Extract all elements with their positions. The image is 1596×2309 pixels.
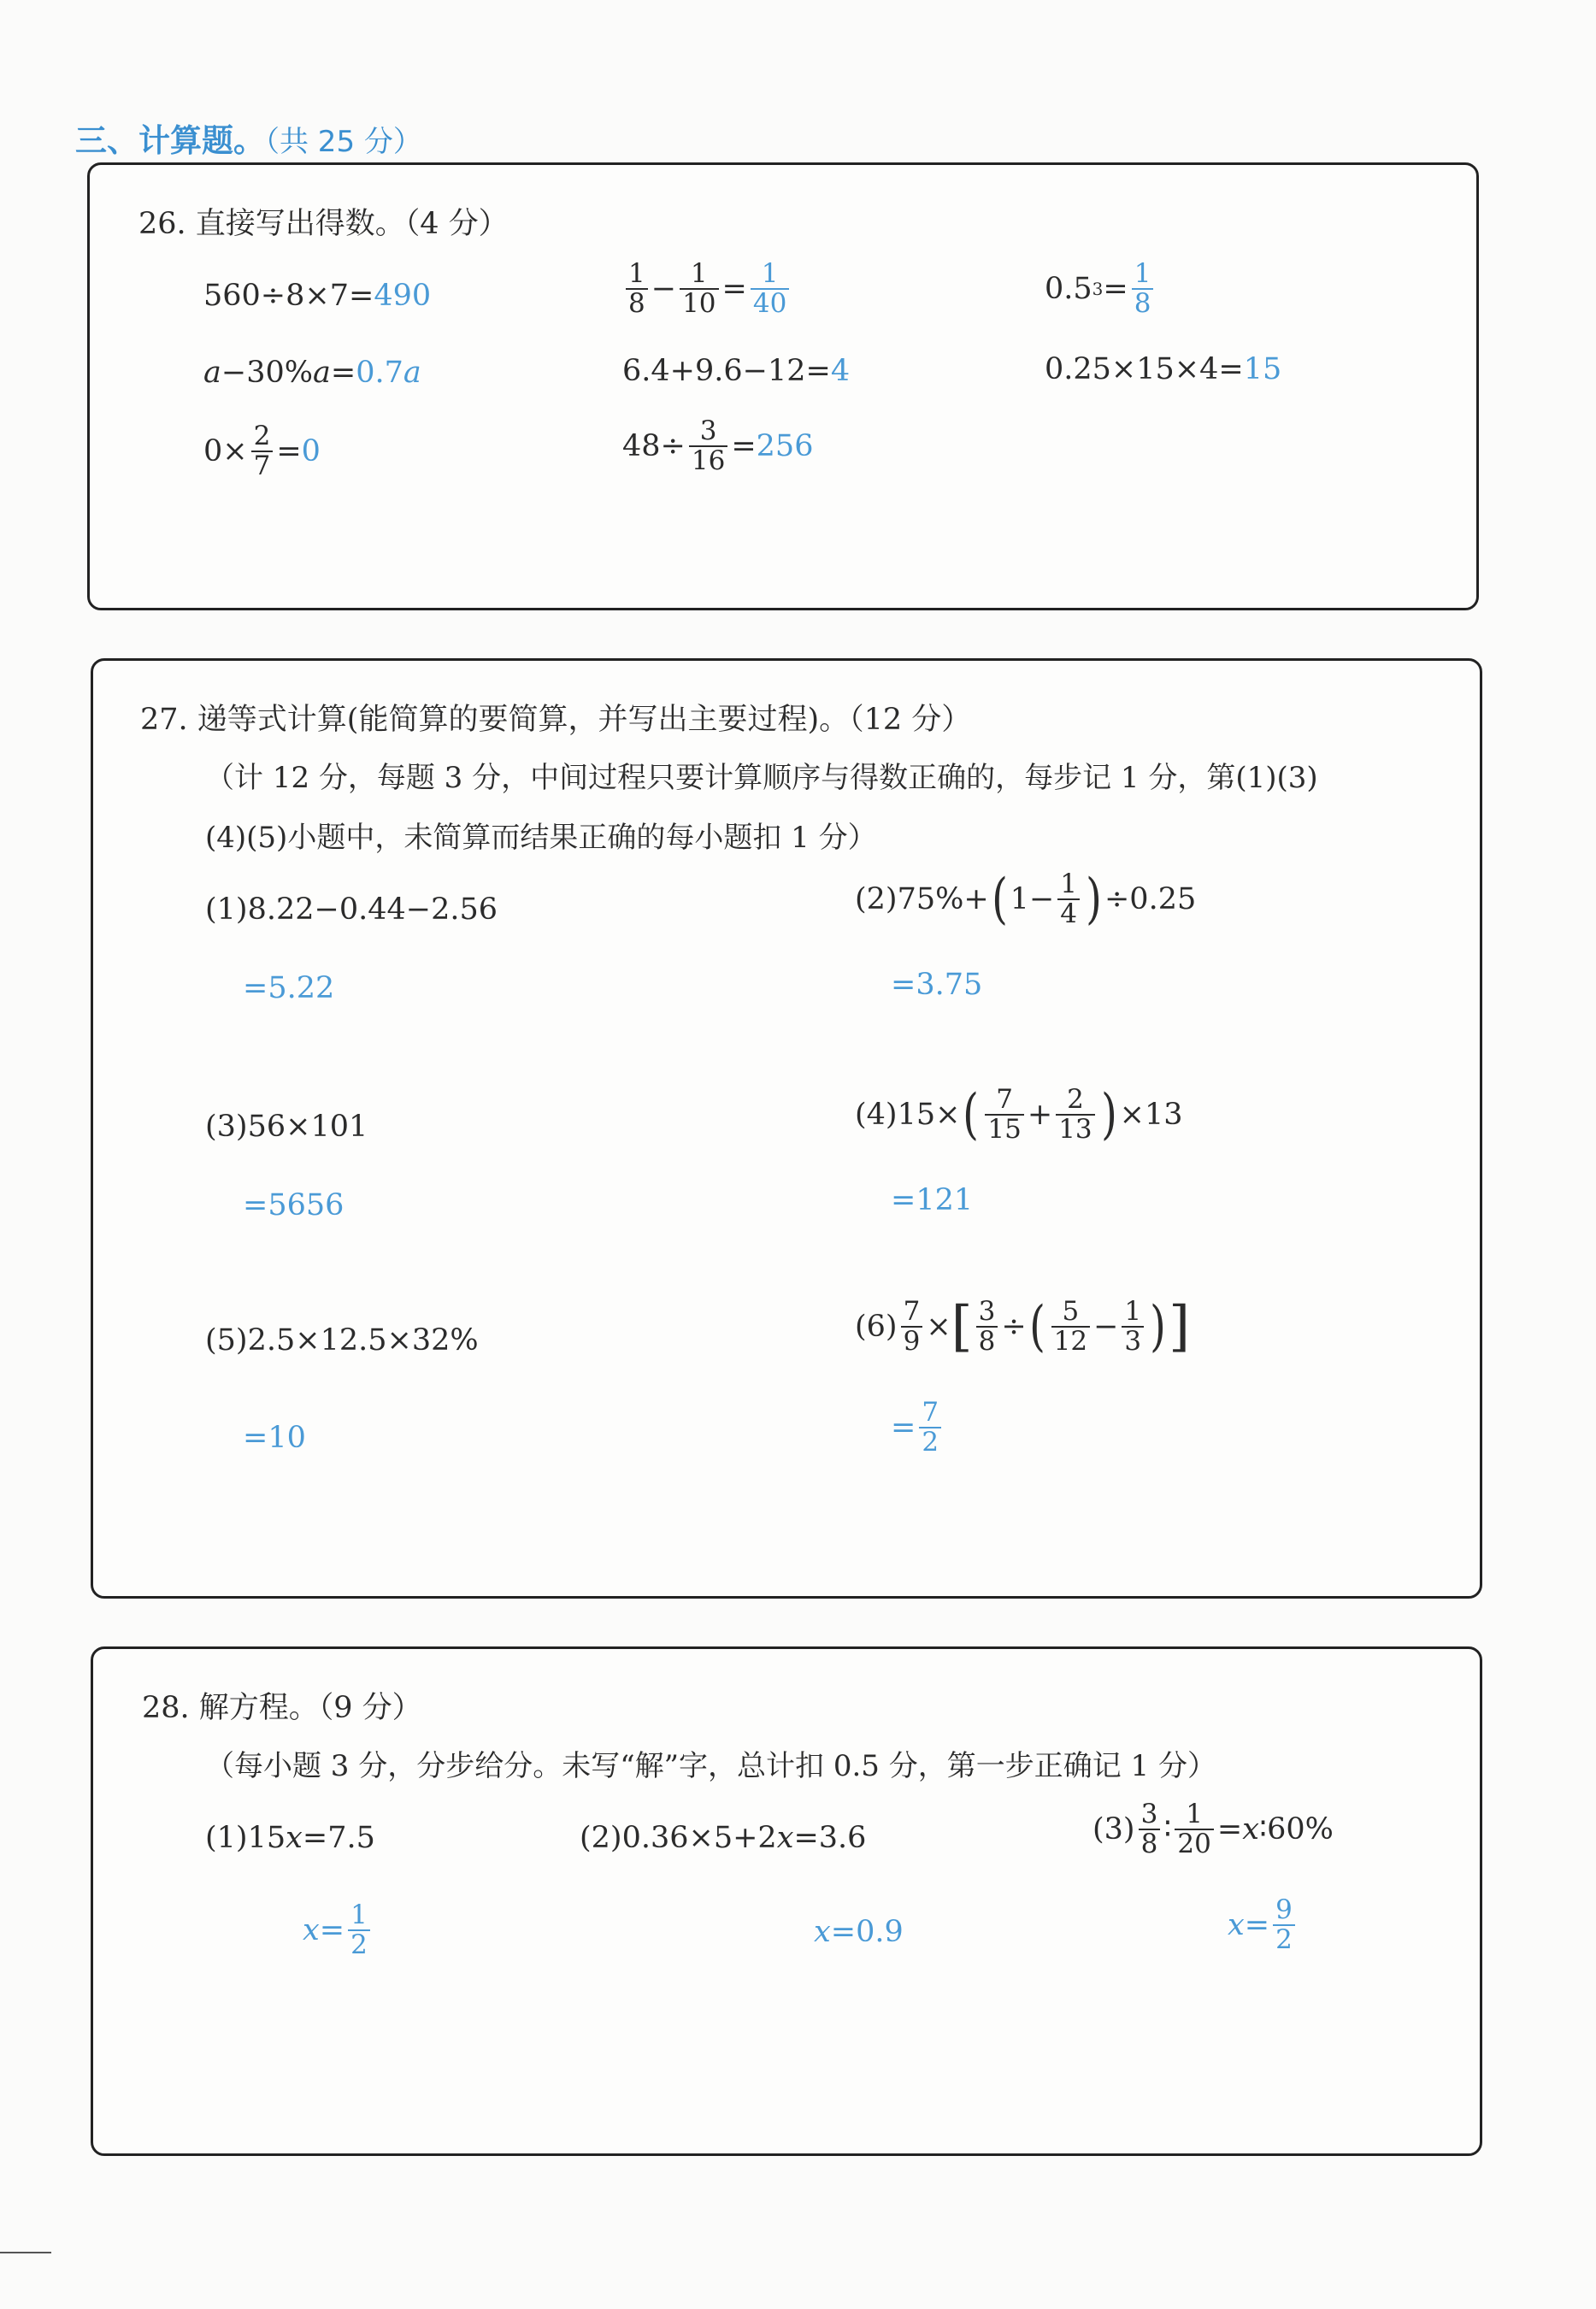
q28-problem-3 [1092,1800,1334,1858]
variable: x [776,1821,794,1855]
numerator: 1 [1060,869,1078,899]
equals-sign: = [1103,271,1128,306]
denominator: 13 [1056,1114,1094,1144]
numerator: 1 [350,1900,368,1930]
minus-sign: − [651,271,677,306]
q27-problem-4 [855,1082,1183,1146]
q26-e2-frac-1 [626,260,648,317]
q26-expr-1 [203,279,431,313]
section-points: （共 25 分） [265,125,422,159]
denominator: 4 [1057,898,1080,928]
variable: x [286,1821,303,1855]
expr-pre: (2)75%+ [855,881,989,916]
question-27-note-2: (4)(5)小题中，未简算而结果正确的每小题扣 1 分） [205,821,877,855]
q27-problem-3 [205,1110,368,1144]
section-title [75,115,422,161]
q27-p2-frac [1057,870,1080,928]
denominator: 7 [251,451,274,480]
q26-e8-answer: 256 [756,428,814,463]
expr-pre: (6) [855,1309,898,1344]
q28-p3-answer [1228,1896,1299,1953]
q26-expr-6 [1045,352,1281,386]
percent-value: 60% [1267,1811,1334,1847]
expr-mid: −30% [221,356,313,390]
q26-e6-answer: 15 [1243,352,1282,386]
denominator: 9 [901,1326,923,1356]
question-28-heading: 28. 解方程。（9 分） [142,1691,422,1725]
q27-p3-text: (3)56×101 [205,1110,368,1144]
q27-problem-1 [205,892,498,927]
q27-problem-6 [855,1294,1191,1358]
q26-e5-answer: 4 [830,354,851,388]
q27-p2-answer: =3.75 [891,968,983,1002]
q26-e6-text: 0.25×15×4= [1045,352,1244,386]
plus-sign: + [1027,1097,1053,1132]
q28-problem-1 [205,1821,375,1855]
denominator: 2 [348,1929,370,1959]
denominator: 8 [976,1326,998,1356]
numerator: 1 [1186,1799,1204,1829]
variable: x [814,1915,831,1949]
right-paren: ) [1150,1294,1167,1358]
variable: a [313,356,331,390]
question-27-heading: 27. 递等式计算(能简算的要简算，并写出主要过程)。（12 分） [140,703,972,737]
denominator: 10 [680,288,718,318]
q27-p5-answer: =10 [243,1421,306,1455]
expr-mid: 1− [1010,881,1055,916]
variable: a [203,356,221,390]
denominator: 8 [626,288,648,318]
q27-problem-2 [855,867,1197,931]
q27-problem-5 [205,1323,479,1358]
q28-p2-answer-value: =0.9 [830,1915,904,1949]
expr-pre: (3) [1092,1811,1135,1847]
expr-post: ×13 [1119,1097,1183,1132]
expr-pre: (1)15 [205,1821,286,1855]
denominator: 3 [1122,1326,1144,1356]
equals-sign: = [731,428,757,463]
denominator: 2 [1273,1924,1295,1954]
right-paren: ) [1100,1082,1117,1146]
q26-e3-answer [1132,260,1154,317]
numerator: 9 [1275,1894,1293,1925]
exponent: 3 [1092,278,1104,299]
denominator: 8 [1132,288,1154,318]
base: 0.5 [1045,271,1092,306]
expr-pre: (2)0.36×5+2 [580,1821,777,1855]
q27-p6-answer-frac [919,1399,941,1456]
expr-post: =7.5 [302,1821,375,1855]
q28-p3-frac-1 [1139,1800,1161,1858]
denominator: 12 [1051,1326,1090,1356]
numerator: 7 [996,1084,1014,1115]
q27-p6-frac-4 [1122,1298,1144,1355]
q27-p6-frac-3 [1051,1298,1090,1355]
numerator: 2 [253,421,271,451]
q28-p1-answer-frac [348,1901,370,1959]
denominator: 20 [1175,1829,1213,1858]
q26-expr-4 [203,356,421,390]
q26-expr-3 [1045,260,1157,317]
q27-p4-frac-1 [985,1086,1023,1143]
equals-sign: = [330,356,356,390]
q27-p1-text: (1)8.22−0.44−2.56 [205,892,498,927]
right-paren: ) [1086,867,1102,931]
denominator: 2 [919,1427,941,1457]
q26-expr-5 [622,354,850,388]
q26-e1-answer: 490 [374,279,432,313]
q26-e7-frac [251,422,274,480]
q27-p6-answer [891,1399,945,1456]
denominator: 15 [985,1114,1023,1144]
numerator: 1 [1134,258,1151,289]
question-27-note-1: （计 12 分，每题 3 分，中间过程只要计算顺序与得数正确的，每步记 1 分，第(1)(3) [205,761,1318,795]
minus-sign: − [1093,1309,1119,1344]
equals-sign: = [721,271,747,306]
ratio-colon: ∶ [1258,1811,1268,1847]
equals-sign: = [319,1912,345,1947]
expr-pre: 0× [203,433,248,468]
q26-e4-answer: 0.7 [356,356,403,390]
q26-expr-8 [622,417,813,474]
q27-p6-frac-1 [901,1298,923,1355]
expr-pre: 48÷ [622,428,686,463]
denominator: 8 [1139,1829,1161,1858]
q27-p4-frac-2 [1056,1086,1094,1143]
numerator: 1 [628,258,645,289]
ratio-colon: ∶ [1163,1811,1172,1847]
numerator: 7 [903,1296,921,1327]
numerator: 1 [1124,1296,1142,1327]
q26-e1-text: 560÷8×7= [203,279,374,313]
q26-e8-frac [689,417,727,474]
q27-p4-answer: =121 [891,1183,974,1217]
numerator: 3 [978,1296,996,1327]
numerator: 3 [1140,1799,1158,1829]
expr-post: ÷0.25 [1104,881,1197,916]
variable: x [1242,1811,1259,1847]
numerator: 5 [1062,1296,1080,1327]
left-bracket: [ [951,1294,973,1358]
denominator: 16 [689,445,727,475]
q26-e2-frac-2 [680,260,718,317]
numerator: 1 [690,258,708,289]
q26-e7-answer: 0 [301,433,321,468]
q28-p2-answer [814,1915,904,1949]
left-paren: ( [963,1082,980,1146]
q27-p6-frac-2 [976,1298,998,1355]
q26-e5-text: 6.4+9.6−12= [622,354,831,388]
variable: x [303,1912,320,1947]
q28-p1-answer [303,1901,374,1959]
right-bracket: ] [1169,1294,1191,1358]
left-paren: ( [991,867,1008,931]
q28-p3-frac-2 [1175,1800,1213,1858]
numerator: 3 [699,415,717,446]
q28-problem-2 [580,1821,866,1855]
q27-p1-answer: =5.22 [243,971,335,1005]
q26-e2-answer [751,260,789,317]
numerator: 2 [1067,1084,1084,1115]
divide-sign: ÷ [1001,1309,1027,1344]
page-edge-mark [0,2252,51,2253]
expr-post: =3.6 [793,1821,867,1855]
variable: x [1228,1907,1245,1942]
equals-sign: = [276,433,302,468]
numerator: 1 [761,258,779,289]
q26-expr-2 [622,260,792,317]
numerator: 7 [922,1397,939,1428]
question-26-heading: 26. 直接写出得数。（4 分） [138,207,509,241]
q28-p3-answer-frac [1273,1896,1295,1953]
q26-e4-answer-var: a [403,356,421,390]
question-28-note: （每小题 3 分，分步给分。未写“解”字，总计扣 0.5 分，第一步正确记 1 分） [205,1749,1216,1783]
times-sign: × [926,1309,951,1344]
section-title-text: 三、计算题。 [75,122,265,159]
q27-p3-answer: =5656 [243,1188,345,1222]
q27-p5-text: (5)2.5×12.5×32% [205,1323,479,1358]
q26-expr-7 [203,422,321,480]
equals-sign: = [1244,1907,1270,1942]
equals-sign: = [1216,1811,1243,1847]
denominator: 40 [751,288,789,318]
left-paren: ( [1028,1294,1045,1358]
equals-sign: = [891,1410,916,1445]
expr-pre: (4)15× [855,1097,961,1132]
